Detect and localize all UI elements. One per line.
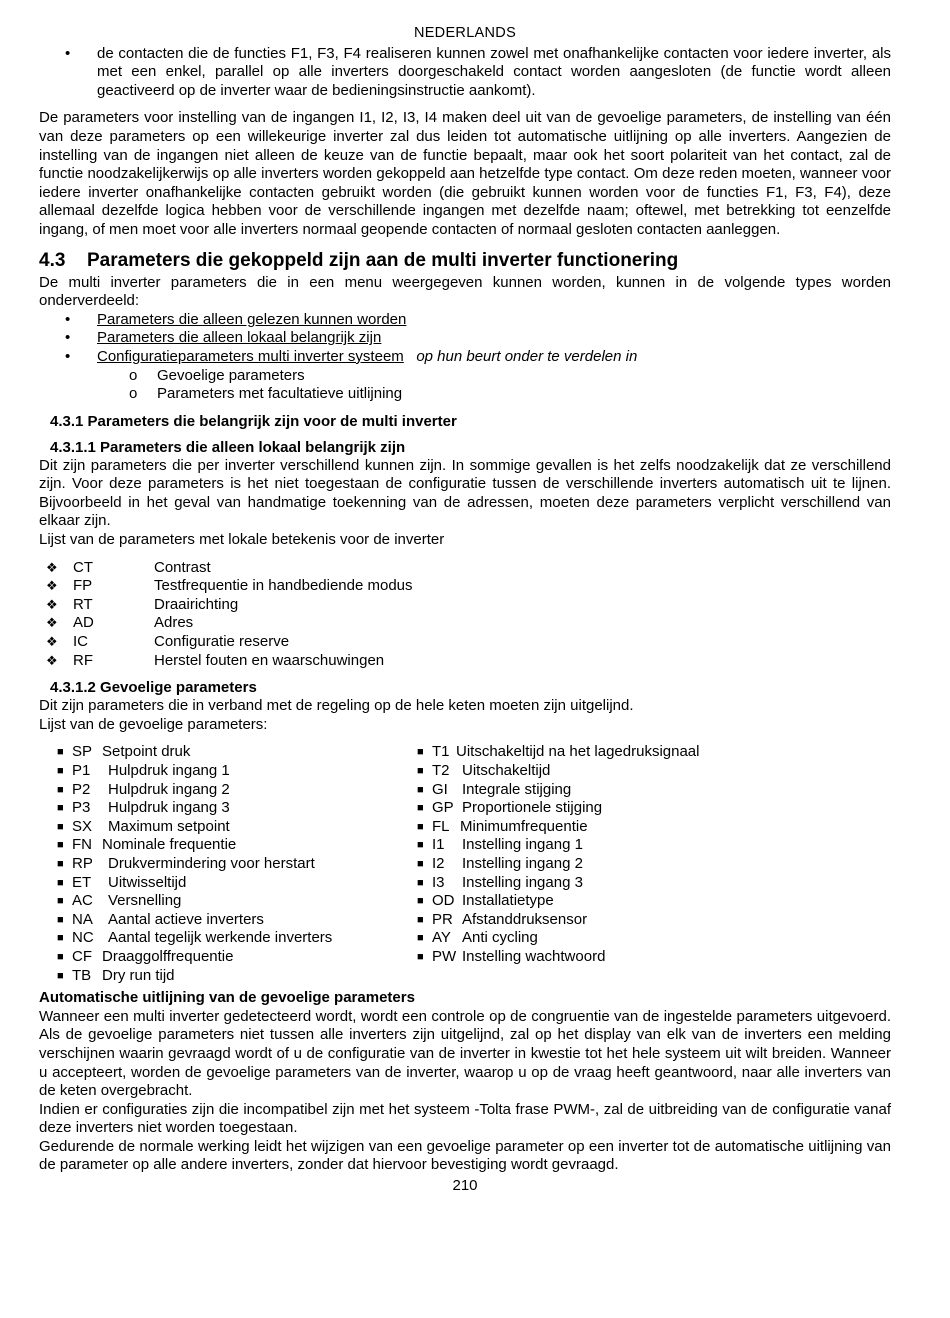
list-item: ■ P3 Hulpdruk ingang 3 (39, 799, 399, 818)
square-bullet-icon: ■ (417, 765, 424, 777)
list-item: ■ TB Dry run tijd (39, 967, 399, 986)
bullet-icon: • (65, 44, 71, 62)
paragraph-inputs: De parameters voor instelling van de ingangen I1, I2, I3, I4 maken deel uit van de gevoelige parameters, de instelling van één van deze parameters op een willekeurige inverter zal dus leiden tot automatische uitlijning op alle inverters. Aangezien de instelling van de ingangen niet alleen de keuze van de functie bepaalt, maar ook het soort polariteit van het contact, zal de functie noodzakelijkerwijs op alle inverters worden gekoppeld aan hetzelfde type contact. Om deze reden moeten, wanneer voor iedere inverter onafhankelijke contacten gebruikt worden (die gebruikt kunnen worden voor de functies F1, F3, F4), deze allemaal dezelfde logica hebben voor de verschillende ingangen met dezelfde naam; oftewel, met betrekking tot eenzelfde ingang, of men moet voor alle inverters normaal geopende contacten of normaal gesloten contacten aanleggen. (39, 109, 891, 238)
bullet-icon: • (65, 347, 71, 365)
page-number: 210 (452, 1177, 478, 1195)
document-page (39, 24, 891, 1196)
diamond-bullet-icon: ❖ (46, 596, 58, 612)
list-item (39, 45, 891, 101)
square-bullet-icon: ■ (57, 857, 64, 870)
list-item: ❖ RF Herstel fouten en waarschuwingen (39, 652, 891, 671)
page-header: NEDERLANDS (413, 25, 517, 41)
list-item (39, 348, 891, 367)
square-bullet-icon: ■ (417, 820, 424, 833)
list-item: ■ I2 Instelling ingang 2 (399, 855, 759, 874)
list-item: ■ P1 Hulpdruk ingang 1 (39, 762, 399, 781)
diamond-bullet-icon: ❖ (46, 559, 58, 575)
diamond-bullet-icon: ❖ (46, 634, 58, 650)
square-bullet-icon: ■ (57, 802, 64, 815)
list-item: ■ PW Instelling wachtwoord (399, 948, 759, 967)
list-item: ■ T2 Uitschakeltijd (399, 762, 759, 781)
list-item: ■ NC Aantal tegelijk werkende inverters (39, 929, 399, 948)
square-bullet-icon: ■ (57, 950, 64, 963)
square-bullet-icon: ■ (57, 746, 64, 759)
square-bullet-icon: ■ (417, 876, 424, 889)
square-bullet-icon: ■ (417, 932, 424, 945)
list-item: ■ GI Integrale stijging (399, 781, 759, 800)
list-item: ❖ CT Contrast (39, 559, 891, 578)
list-item: ■ ET Uitwisseltijd (39, 874, 399, 893)
sensitive-params-list (39, 743, 891, 985)
sensitive-params-column-2 (399, 743, 759, 985)
types-note: op hun beurt onder te verdelen in (416, 347, 638, 365)
local-params-list-intro: Lijst van de parameters met lokale betekenis voor de inverter (39, 531, 445, 549)
list-item: ■ RP Drukvermindering voor herstart (39, 855, 399, 874)
list-item: ❖ IC Configuratie reserve (39, 633, 891, 652)
section-heading-4-3-1-2: 4.3.1.2 Gevoelige parameters (50, 679, 257, 697)
section-heading-4-3: 4.3 Parameters die gekoppeld zijn aan de multi inverter functionering (39, 249, 679, 271)
circle-bullet-icon: o (129, 385, 138, 403)
list-item: ■ SX Maximum setpoint (39, 818, 399, 837)
list-item: ■ I3 Instelling ingang 3 (399, 874, 759, 893)
list-item: ■ CF Draaggolffrequentie (39, 948, 399, 967)
auto-align-paragraph-2: Indien er configuraties zijn die incompatibel zijn met het systeem -Tolta frase PWM-, zal de uitbreiding van de configuratie vanaf deze inverters niet worden toegestaan. (39, 1100, 891, 1137)
list-item: ❖ AD Adres (39, 614, 891, 633)
section-heading-4-3-1: 4.3.1 Parameters die belangrijk zijn voor de multi inverter (50, 412, 457, 430)
list-item: ■ PR Afstanddruksensor (399, 911, 759, 930)
intro-bullet-text: de contacten die de functies F1, F3, F4 realiseren kunnen zowel met onafhankelijke contacten voor iedere inverter, als met een enkel, parallel op alle inverters doorgeschakeld contact worden aangesloten (de functie wordt alleen geactiveerd op de inverter waar de bedieningsinstructie aankomt). (97, 44, 891, 99)
auto-align-paragraph-3: Gedurende de normale werking leidt het wijzigen van een gevoelige parameter op een inverter tot de automatische uitlijning van de parameter op alle andere inverters, zonder dat hiervoor bevestiging wordt gevraagd. (39, 1137, 891, 1174)
square-bullet-icon: ■ (417, 950, 424, 963)
square-bullet-icon: ■ (57, 765, 64, 777)
bullet-icon: • (65, 329, 71, 347)
list-item: ■ GP Proportionele stijging (399, 799, 759, 818)
diamond-bullet-icon: ❖ (46, 578, 58, 594)
list-item: o Gevoelige parameters (129, 366, 305, 384)
local-params-text: Dit zijn parameters die per inverter verschillend kunnen zijn. In sommige gevallen is het zelfs noodzakelijk dat ze verschillend zijn. Voor deze parameters is het niet toegestaan de configuratie tussen de verschillende inverters automatisch uit te lijnen. Bijvoorbeeld in het geval van handmatige toekenning van de adressen, moeten deze parameters verplicht verschillend van elkaar zijn. (39, 456, 891, 530)
list-item: ❖ RT Draairichting (39, 596, 891, 615)
list-item: ■ P2 Hulpdruk ingang 2 (39, 781, 399, 800)
type-read-only: Parameters die alleen gelezen kunnen worden (97, 310, 407, 328)
square-bullet-icon: ■ (57, 913, 64, 926)
list-item: ■ AY Anti cycling (399, 929, 759, 948)
auto-align-heading: Automatische uitlijning van de gevoelige parameters (39, 989, 415, 1007)
square-bullet-icon: ■ (57, 876, 64, 889)
type-config: Configuratieparameters multi inverter systeem (97, 347, 404, 365)
circle-bullet-icon: o (129, 366, 138, 384)
list-item: ❖ FP Testfrequentie in handbediende modus (39, 577, 891, 596)
list-item: ■ OD Installatietype (399, 892, 759, 911)
sensitive-params-text: Dit zijn parameters die in verband met de regeling op de hele keten moeten zijn uitgelijnd. (39, 697, 634, 715)
square-bullet-icon: ■ (417, 913, 424, 926)
list-item: ■ SP Setpoint druk (39, 743, 399, 762)
local-params-list (39, 559, 891, 671)
auto-align-paragraph-1: Wanneer een multi inverter gedetecteerd wordt, wordt een controle op de congruentie van de ingestelde parameters uitgevoerd. Als de gevoelige parameters niet tussen alle inverters zijn uitgelijnd, zal op het display van elk van de inverters een melding verschijnen waarin gevraagd wordt of u de configuratie van de inverter in kwestie tot het hele systeem uit wilt breiden. Wanneer u accepteert, worden de gevoelige parameters van de inverter, waarop u op de vraag heeft geantwoord, naar alle inverters van de keten overgebracht. (39, 1007, 891, 1100)
square-bullet-icon: ■ (417, 802, 424, 815)
list-item: ■ NA Aantal actieve inverters (39, 911, 399, 930)
square-bullet-icon: ■ (57, 839, 64, 852)
section-heading-4-3-1-1: 4.3.1.1 Parameters die alleen lokaal belangrijk zijn (50, 438, 406, 456)
square-bullet-icon: ■ (57, 820, 64, 833)
square-bullet-icon: ■ (57, 969, 64, 982)
bullet-icon: • (65, 310, 71, 328)
diamond-bullet-icon: ❖ (46, 652, 58, 668)
square-bullet-icon: ■ (57, 932, 64, 945)
sensitive-params-column-1 (39, 743, 399, 985)
square-bullet-icon: ■ (417, 746, 424, 759)
type-local: Parameters die alleen lokaal belangrijk zijn (97, 329, 382, 347)
list-item: ■ FN Nominale frequentie (39, 836, 399, 855)
list-item: ■ T1 Uitschakeltijd na het lagedruksignaal (399, 743, 759, 762)
list-item (39, 329, 891, 348)
section-intro: De multi inverter parameters die in een menu weergegeven kunnen worden, kunnen in de volgende types worden onderverdeeld: (39, 273, 891, 310)
sensitive-params-list-intro: Lijst van de gevoelige parameters: (39, 715, 268, 733)
list-item: ■ AC Versnelling (39, 892, 399, 911)
square-bullet-icon: ■ (417, 839, 424, 852)
square-bullet-icon: ■ (57, 895, 64, 908)
list-item: ■ FL Minimumfrequentie (399, 818, 759, 837)
list-item: o Parameters met facultatieve uitlijning (129, 385, 403, 403)
square-bullet-icon: ■ (57, 783, 64, 796)
square-bullet-icon: ■ (417, 783, 424, 796)
square-bullet-icon: ■ (417, 857, 424, 870)
diamond-bullet-icon: ❖ (46, 615, 58, 631)
list-item (39, 311, 891, 330)
square-bullet-icon: ■ (417, 895, 424, 908)
list-item: ■ I1 Instelling ingang 1 (399, 836, 759, 855)
